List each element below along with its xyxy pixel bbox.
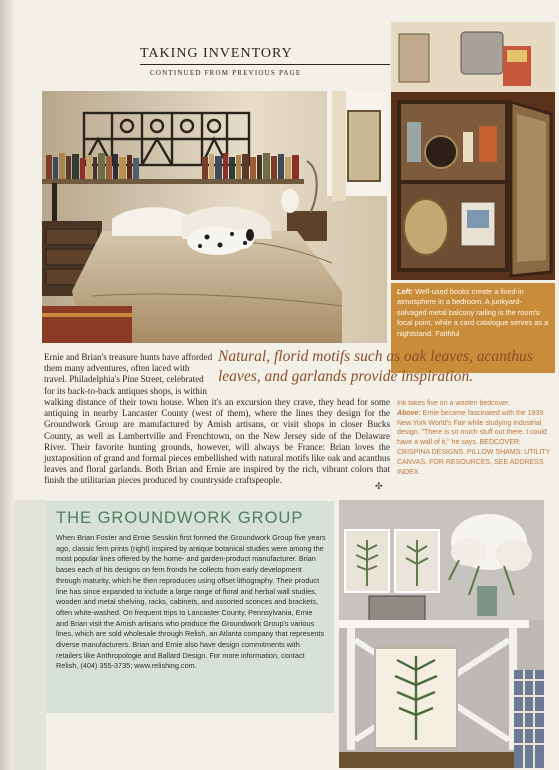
caption-bottom-first: Ink takes five on a woolen bedcover. bbox=[397, 400, 510, 407]
caption-top-text: Well-used books create a lived-in atmosphere in a bedroom. A junkyard-salvaged metal balcony railing is the room's focal point, while a card catalogue serves as a nightstand. Faithful bbox=[397, 287, 549, 338]
bedroom-photo bbox=[42, 91, 387, 343]
bee-icon: ✣ bbox=[375, 481, 383, 491]
groundwork-sidebar bbox=[46, 501, 334, 713]
section-title: TAKING INVENTORY bbox=[140, 46, 390, 65]
bedroom-illustration bbox=[42, 91, 387, 343]
pull-quote: Natural, florid motifs such as oak leaves, acanthus leaves, and garlands provide inspiration. bbox=[218, 348, 533, 385]
caption-top-lead: Left: bbox=[397, 287, 414, 296]
fern-print-photo bbox=[339, 500, 544, 768]
groundwork-title: THE GROUNDWORK GROUP bbox=[56, 509, 304, 527]
body-text-left: Ernie and Brian's treasure hunts have afforded them many adventures, often laced with travel. Philadelphia's Pine Street, celebrated for its back-to-back antiques shops, is within bbox=[44, 352, 213, 396]
caption-bottom-lead: Above: bbox=[397, 409, 421, 417]
continued-note: CONTINUED FROM PREVIOUS PAGE bbox=[150, 69, 302, 77]
groundwork-body: When Brian Foster and Ernie Sesskin first formed the Groundwork Group five years ago, classic fern prints (right) inspired by antique botanical studies were among the most popular lines offered by the home- and garden-product manufacturer. Brian bases each of his designs on fern fronds he collects from early development through maturity, which he then reproduces using offset lithography. Their product line has since expanded to include a large range of floral and herbal wall studies, wooden and metal shelving, racks, cabinets, and assorted sconces and brackets, often white-washed. On frequent trips to Lancaster County, Pennsylvania, Ernie and Brian visit the Amish artisans who produce the Groundwork Group's various lines, which are sold wholesale through Relish, an Atlanta company that represents diverse manufacturers. Brian and Ernie also have design commitments with retailers like Anthropologie and Ballard Design. For more information, contact Relish, (404) 355-3735; www.relishing.com. bbox=[56, 533, 326, 671]
section-header bbox=[140, 46, 390, 77]
page-edge-shadow bbox=[0, 0, 14, 770]
cabinet-photo bbox=[391, 22, 555, 280]
fern-illustration bbox=[339, 500, 544, 768]
caption-bottom bbox=[397, 399, 552, 477]
left-margin-tint bbox=[14, 500, 46, 770]
caption-bottom-text: Ernie became fascinated with the 1939 New York World's Fair while studying industrial design. "There is so much stuff out there. I could have a wall of it," he says. BEDCOVER: CRISPINA DESIGNS. PILLOW SHAMS: UTILITY CANVAS. FOR RESOURCES, SEE ADDRESS INDEX. bbox=[397, 409, 551, 476]
body-text-wide: walking distance of their town house. When it's an excursion they crave, they head for some antiquing in nearby Lancaster County (west of them), where the lines they design for the Groundwork Group are manufactured by Amish artisans, or visit shops in closer Bucks County, as well as Lambertville and Frenchtown, on the New Jersey side of the Delaware River. Their favorite hunting grounds, however, will always be France: Brian loves the juxtaposition of grand and formal pieces embellished with natural motifs like oak and acanthus leaves and floral garlands. Both Brian and Ernie are inspired by the rich, vibrant colors that finish the utilitarian pieces produced by countryside craftspeople. bbox=[44, 397, 390, 486]
cabinet-illustration bbox=[391, 22, 555, 280]
